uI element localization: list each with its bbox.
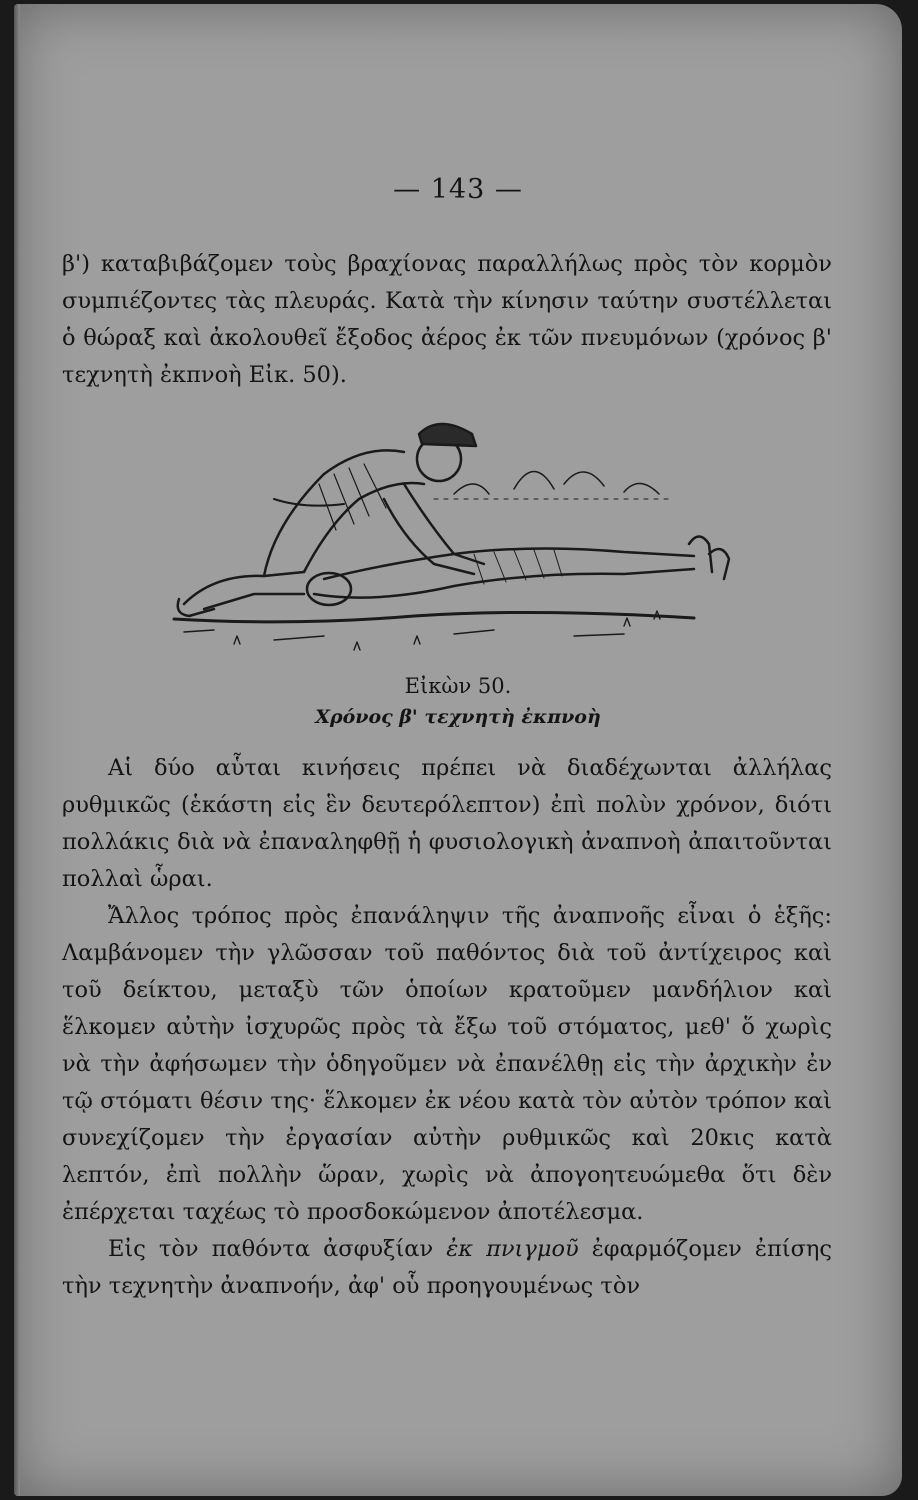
paragraph-4-after: ἐφαρμόζομεν ἐπίσης τὴν τεχνητὴν ἀναπνοήν, ἀφ' οὗ προηγουμένως τὸν	[62, 1236, 833, 1299]
figure-label: Εἰκὼν 50.	[404, 674, 512, 698]
paragraph-4	[62, 1231, 832, 1305]
figure-illustration	[154, 404, 744, 664]
artificial-respiration-drawing	[154, 404, 744, 664]
book-spine-edge	[14, 4, 20, 1496]
figure-title: Χρόνος β' τεχνητὴ ἐκπνοὴ	[315, 706, 601, 728]
paragraph-group-body	[62, 750, 832, 1305]
paragraph-4-emphasis: ἐκ πνιγμοῦ	[446, 1236, 579, 1262]
paragraph-4-before: Εἰς τὸν παθόντα ἀσφυξίαν	[108, 1236, 447, 1262]
book-page	[14, 4, 902, 1496]
paragraph-3: Ἄλλος τρόπος πρὸς ἐπανάληψιν τῆς ἀναπνοῆς εἶναι ὁ ἑξῆς: Λαμβάνομεν τὴν γλῶσσαν τοῦ παθόντος διὰ τοῦ ἀντίχειρος καὶ τοῦ δείκτου, μεταξὺ τῶν ὁποίων κρατοῦμεν μανδήλιον καὶ ἕλκομεν αὐτὴν ἰσχυρῶς πρὸς τὰ ἔξω τοῦ στόματος, μεθ' ὅ χωρὶς νὰ τὴν ἀφήσωμεν τὴν ὁδηγοῦμεν νὰ ἐπανέλθῃ εἰς τὴν ἀρχικὴν ἐν τῷ στόματι θέσιν της· ἕλκομεν ἐκ νέου κατὰ τὸν αὐτὸν τρόπον καὶ συνεχίζομεν τὴν ἐργασίαν αὐτὴν ρυθμικῶς καὶ 20κις κατὰ λεπτόν, ἐπὶ πολλὴν ὥραν, χωρὶς νὰ ἀπογοητευώμεθα ὅτι δὲν ἐπέρχεται ταχέως τὸ προσδοκώμενον ἀποτέλεσμα.	[62, 903, 832, 1225]
paragraph-2: Αἱ δύο αὗται κινήσεις πρέπει νὰ διαδέχωνται ἀλλήλας ρυθμικῶς (ἑκάστη εἰς ἓν δευτερόλεπτον) ἐπὶ πολὺν χρόνον, διότι πολλάκις διὰ νὰ ἐπαναληφθῇ ἡ φυσιολογικὴ ἀναπνοὴ ἀπαιτοῦνται πολλαὶ ὧραι.	[62, 755, 832, 892]
paragraph-intro	[62, 246, 832, 394]
paragraph-1: β') καταβιβάζομεν τοὺς βραχίονας παραλλήλως πρὸς τὸν κορμὸν συμπιέζοντες τὰς πλευράς. Κατὰ τὴν κίνησιν ταύτην συστέλλεται ὁ θώραξ καὶ ἀκολουθεῖ ἔξοδος ἀέρος ἐκ τῶν πνευμόνων (χρόνος β' τεχνητὴ ἐκπνοὴ Εἰκ. 50).	[62, 251, 832, 388]
page-number: — 143 —	[393, 174, 523, 205]
